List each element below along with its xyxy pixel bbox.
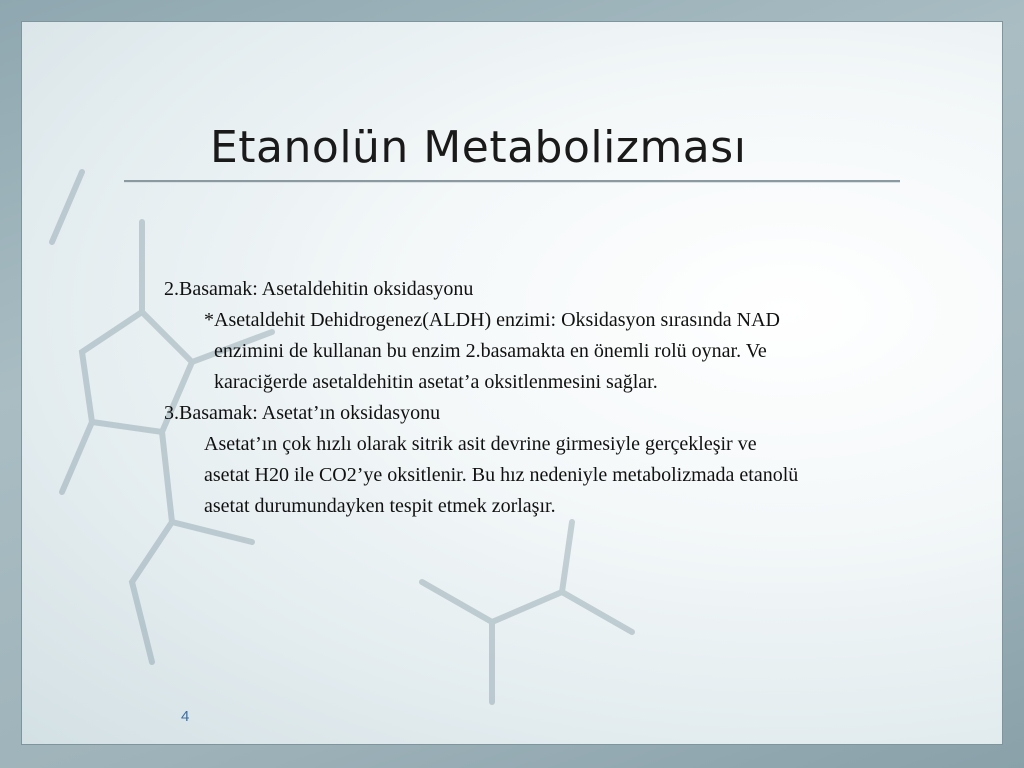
step2-detail: *Asetaldehit Dehidrogenez(ALDH) enzimi: Oksidasyon sırasında NAD enzimini de kullanan bu enzim 2.basamakta en önemli rolü oynar. Ve karaciğerde asetaldehitin asetat’a oksitlenmesini sağlar.	[204, 309, 780, 393]
step3-heading: 3.Basamak: Asetat’ın oksidasyonu	[164, 402, 441, 424]
title-underline	[124, 180, 900, 183]
page-number: 4	[181, 708, 190, 725]
step2-heading: 2.Basamak: Asetaldehitin oksidasyonu	[164, 278, 474, 300]
slide	[22, 22, 1002, 744]
step3-detail: Asetat’ın çok hızlı olarak sitrik asit devrine girmesiyle gerçekleşir ve asetat H20 ile CO2’ye oksitlenir. Bu hız nedeniyle metabolizmada etanolü asetat durumundayken tespit etmek zorlaşır.	[204, 433, 799, 517]
slide-body	[164, 274, 804, 522]
slide-title: Etanolün Metabolizması	[210, 122, 747, 173]
